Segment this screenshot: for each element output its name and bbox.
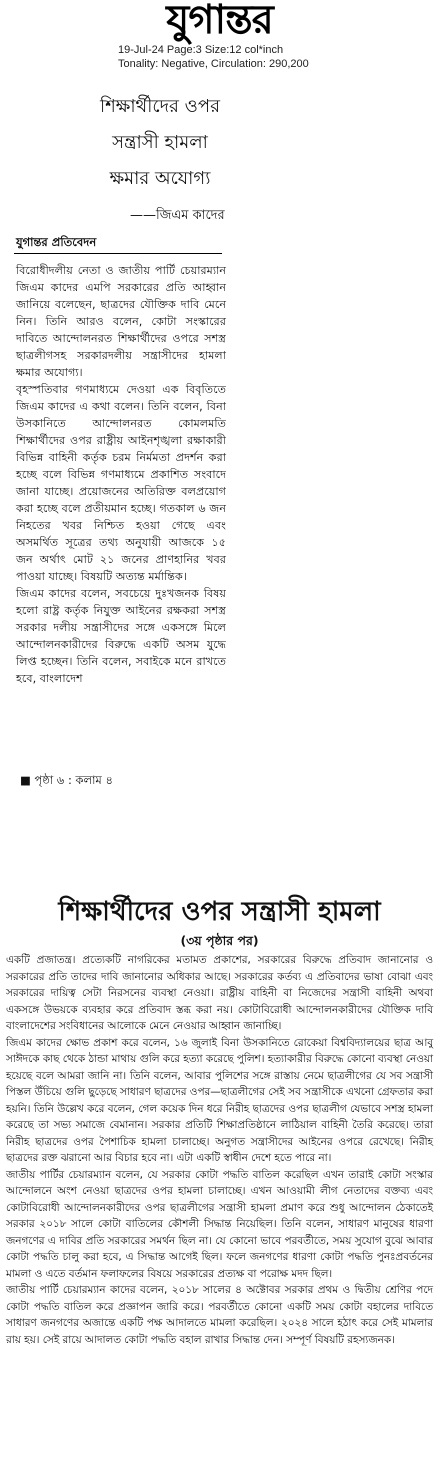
reporter-credit: যুগান্তর প্রতিবেদন <box>16 235 97 249</box>
headline-line-1: শিক্ষার্থীদের ওপর <box>99 96 221 117</box>
continued-on-marker: ■ পৃষ্ঠা ৬ : কলাম ৪ <box>20 773 113 787</box>
article-body <box>16 262 226 687</box>
headline-line-2: সন্ত্রাসী হামলা <box>112 132 208 153</box>
clipping-date-page-size: 19-Jul-24 Page:3 Size:12 col*inch <box>118 44 284 56</box>
clipping-tonality-circulation: Tonality: Negative, Circulation: 290,200 <box>118 58 309 70</box>
article-paragraph-2: বৃহস্পতিবার গণমাধ্যমে দেওয়া এক বিবৃতিতে জিএম কাদের এ কথা বলেন। তিনি বলেন, বিনা উসকানিতে আন্দোলনরত কোমলমতি শিক্ষার্থীদের ওপর রাষ্ট্রীয় আইনশৃঙ্খলা রক্ষাকারী বিভিন্ন বাহিনী কর্তৃক চরম নির্মমতা প্রদর্শন করা হচ্ছে বলে বিভিন্ন গণমাধ্যমে প্রকাশিত সংবাদে জানা যাচ্ছে। প্রয়োজনের অতিরিক্ত বলপ্রয়োগ করা হচ্ছে বলে প্রতীয়মান হচ্ছে। গতকাল ৬ জন নিহতের খবর নিশ্চিত হওয়া গেছে এবং অসমর্থিত সূত্রের তথ্য অনুযায়ী আজকে ১৫ জন অর্থাৎ মোট ২১ জনের প্রাণহানির খবর পাওয়া যাচ্ছে। বিষয়টি অত্যন্ত মর্মান্তিক। <box>16 383 226 583</box>
newspaper-masthead <box>0 0 439 44</box>
article-paragraph-3: জিএম কাদের বলেন, সবচেয়ে দুঃখজনক বিষয় হলো রাষ্ট্র কর্তৃক নিযুক্ত আইনের রক্ষকরা সশস্ত্র সরকার দলীয় সন্ত্রাসীদের সঙ্গে একসঙ্গে মিলে আন্দোলনকারীদের বিরুদ্ধে একটি অসম যুদ্ধে লিপ্ত হচ্ছেন। তিনি বলেন, সবাইকে মনে রাখতে হবে, বাংলাদেশ <box>16 587 226 685</box>
byline: ——জিএম কাদের <box>130 208 225 223</box>
continuation-paragraph-4: জাতীয় পার্টি চেয়ারম্যান কাদের বলেন, ২০১৮ সালের ৪ অক্টোবর সরকার প্রথম ও দ্বিতীয় শ্রেণির পদে কোটা পদ্ধতি বাতিল করে প্রজ্ঞাপন জারি করে। পরবর্তীতে কোনো একটি সময় কোটা বহালের দাবিতে সাধারণ জনগণের অজান্তে একটি পক্ষ আদালতে মামলা করেছিল। ২০২৪ সালে হঠাৎ করে সেই মামলার রায় হয়। সেই রায়ে আদালত কোটা পদ্ধতি বহাল রাখার সিদ্ধান্ত দেন। সম্পূর্ণ বিষয়টি রহস্যজনক। <box>6 1284 433 1346</box>
divider <box>14 253 222 254</box>
article-paragraph-1: বিরোধীদলীয় নেতা ও জাতীয় পার্টি চেয়ারম্যান জিএম কাদের এমপি সরকারের প্রতি আহ্বান জানিয়ে বলেছেন, ছাত্রদের যৌক্তিক দাবি মেনে নিন। তিনি আরও বলেন, কোটা সংস্কারের দাবিতে আন্দোলনরত শিক্ষার্থীদের ওপরে সশস্ত্র ছাত্রলীগসহ সরকারদলীয় সন্ত্রাসীদের হামলা ক্ষমার অযোগ্য। <box>16 264 226 379</box>
continuation-paragraph-1: একটি প্রজাতন্ত্র। প্রত্যেকটি নাগরিকের মতামত প্রকাশের, সরকারের বিরুদ্ধে প্রতিবাদ জানানোর ও সরকারের প্রতি তাদের দাবি জানানোর অধিকার আছে। সরকারের কর্তব্য এ প্রতিবাদের ভাষা বোঝা এবং সরকারের দায়িত্ব সেটা নিরসনের ব্যবস্থা নেওয়া। রাষ্ট্রীয় বাহিনী বা নিজেদের সন্ত্রাসী বাহিনী অথবা একসঙ্গে উভয়কে ব্যবহার করে প্রতিবাদ স্তব্ধ করা নয়। কোটাবিরোধী আন্দোলনকারীদের যৌক্তিক দাবি বাংলাদেশের সংবিধানের আলোকে মেনে নেওয়ার আহ্বান জানাচ্ছি। <box>6 954 433 1032</box>
continuation-paragraph-3: জাতীয় পার্টির চেয়ারম্যান বলেন, যে সরকার কোটা পদ্ধতি বাতিল করেছিল এখন তারাই কোটা সংস্কার আন্দোলনে অংশ নেওয়া ছাত্রদের ওপর হামলা চালাচ্ছে। এখন আওয়ামী লীগ নেতাদের বক্তব্য এবং কোটাবিরোধী আন্দোলনকারীদের ওপর ছাত্রলীগের সন্ত্রাসী হামলা প্রমাণ করে শুধু আন্দোলন ঠেকাতেই সরকার ২০১৮ সালে কোটা বাতিলের কৌশলী সিদ্ধান্ত নিয়েছিল। তিনি বলেন, সাধারণ মানুষের ধারণা জনগণের এ দাবির প্রতি সরকারের সমর্থন ছিল না। যে কোনো ভাবে পরবর্তীতে, সময় সুযোগ বুঝে আবার কোটা পদ্ধতি চালু করা হবে, এ সিদ্ধান্ত আগেই ছিল। ফলে জনগণের ধারণা কোটা পদ্ধতি পুনঃপ্রবর্তনের মামলা ও এতে বর্তমান ফলাফলের বিষয়ে সরকারের প্রত্যক্ষ বা পরোক্ষ মদদ ছিল। <box>6 1168 433 1280</box>
continuation-paragraph-2: জিএম কাদের ক্ষোভ প্রকাশ করে বলেন, ১৬ জুলাই বিনা উসকানিতে রোকেয়া বিশ্ববিদ্যালয়ের ছাত্র আবু সাঈদকে কাছ থেকে ঠান্ডা মাথায় গুলি করে হত্যা করেছে পুলিশ। হত্যাকারীর বিরুদ্ধে কোনো ব্যবস্থা নেওয়া হয়েছে বলে আমরা জানি না। তিনি বলেন, আবার পুলিশের সঙ্গে রাস্তায় নেমে ছাত্রলীগের যে সব সন্ত্রাসী পিস্তল উঁচিয়ে গুলি ছুড়েছে সাধারণ ছাত্রদের ওপর—ছাত্রলীগের সেই সব সন্ত্রাসীকে এখনো গ্রেফতার করা হয়নি। তিনি উল্লেখ করে বলেন, গেল কয়েক দিন ধরে নিরীহ ছাত্রদের ওপর ছাত্রলীগ যেভাবে সশস্ত্র হামলা করেছে তা সভ্য সমাজে বেমানান। সরকার প্রতিটি শিক্ষাপ্রতিষ্ঠানে লাঠিয়াল বাহিনী তৈরি করেছে। তারা নিরীহ ছাত্রদের ওপর পৈশাচিক হামলা চালাচ্ছে। অনুগত সন্ত্রাসীদের আইনের ওপরে রেখেছে। নিরীহ ছাত্রদের রক্ত ঝরানো আর বিচার হবে না। এটা একটি স্বাধীন দেশে হতে পারে না। <box>6 1036 433 1164</box>
continuation-body <box>6 952 433 1348</box>
continuation-title: শিক্ষার্থীদের ওপর সন্ত্রাসী হামলা <box>58 897 381 927</box>
continuation-subtitle: (৩য় পৃষ্ঠার পর) <box>180 933 259 948</box>
masthead-logo: যুগান্তর <box>166 0 273 43</box>
headline-line-3: ক্ষমার অযোগ্য <box>109 168 211 189</box>
